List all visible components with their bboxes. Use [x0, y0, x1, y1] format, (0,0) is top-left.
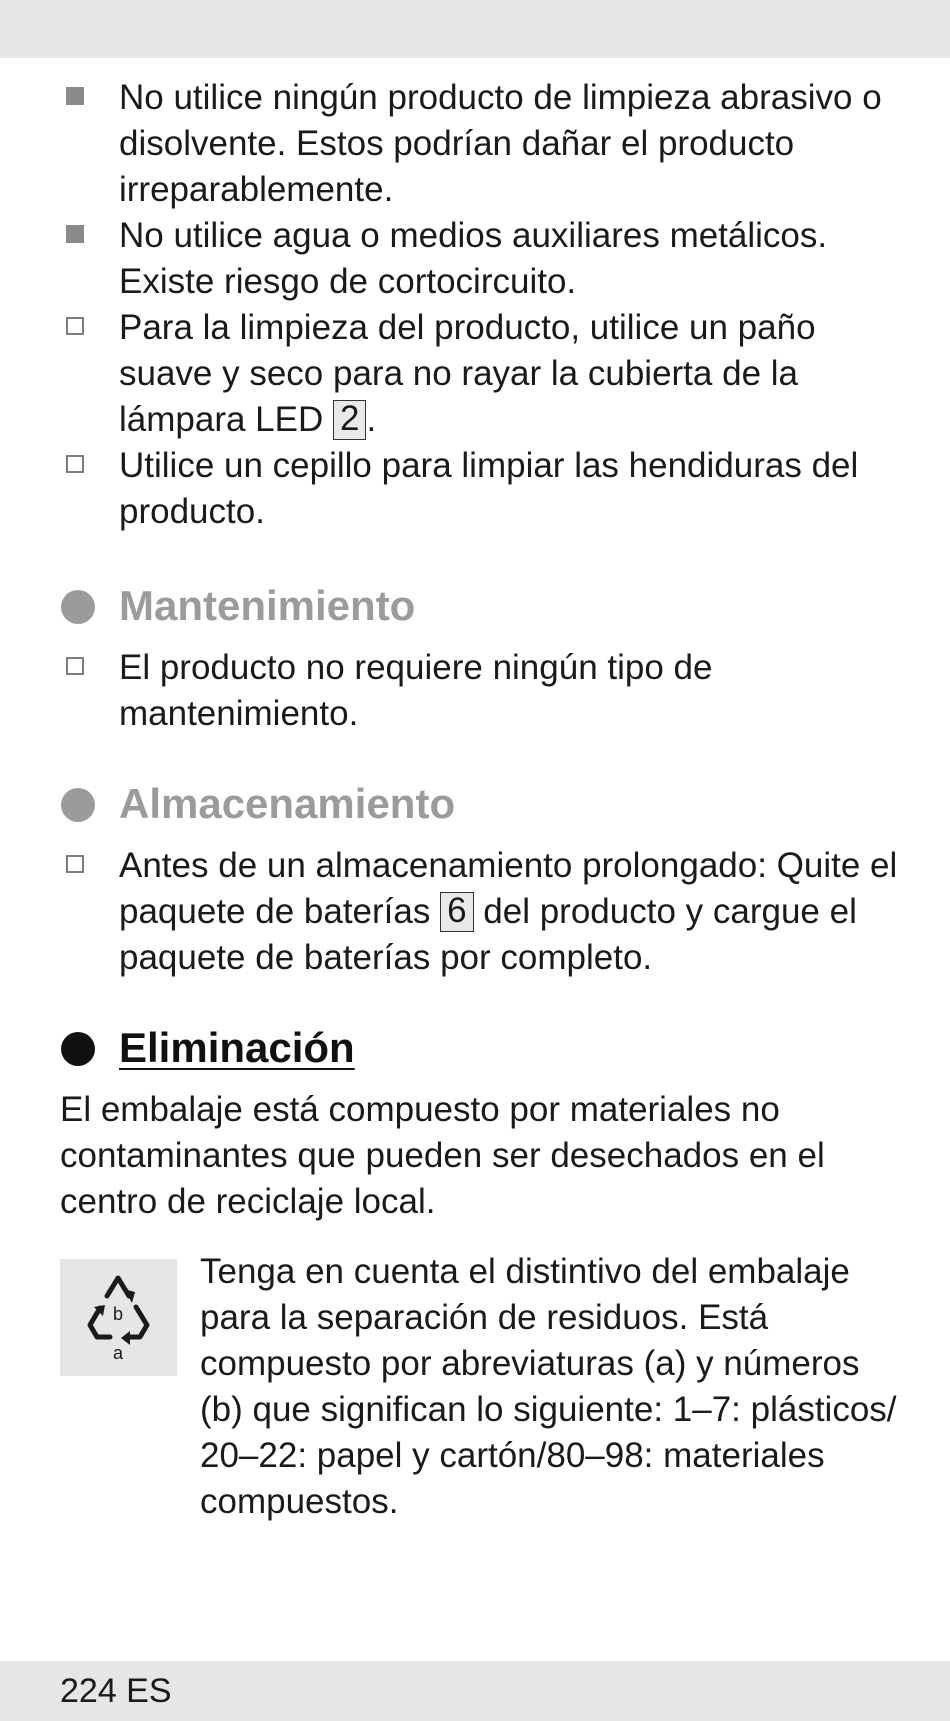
checkbox-bullet-icon	[66, 855, 84, 873]
page-content	[0, 75, 950, 1525]
item-text-end: del producto y cargue el paquete de baterías por completo.	[119, 892, 857, 977]
section-heading-maintenance: Mantenimiento	[0, 579, 950, 633]
recycle-number-label: b	[112, 1304, 124, 1324]
part-reference-box: 2	[333, 400, 366, 440]
checkbox-bullet-icon	[66, 657, 84, 675]
recycle-letter-label: a	[112, 1343, 124, 1363]
item-text-end: .	[366, 400, 377, 439]
list-item	[0, 645, 950, 737]
recycling-triangle-icon	[60, 1259, 177, 1376]
circle-bullet-icon	[61, 1032, 95, 1066]
square-bullet-icon	[66, 225, 84, 243]
circle-bullet-icon	[61, 788, 95, 822]
item-text: No utilice agua o medios auxiliares metálicos. Existe riesgo de cortocircuito.	[119, 216, 828, 301]
item-text: Para la limpieza del producto, utilice un paño suave y seco para no rayar la cubierta de la lámpara LED	[119, 308, 816, 439]
page-number: 224 ES	[60, 1672, 172, 1710]
section-heading-disposal: Eliminación	[0, 1021, 950, 1075]
list-item	[0, 305, 950, 443]
section-heading-storage: Almacenamiento	[0, 777, 950, 831]
item-text: Utilice un cepillo para limpiar las hendiduras del producto.	[119, 446, 859, 531]
list-item	[0, 213, 950, 305]
item-text: No utilice ningún producto de limpieza abrasivo o disolvente. Estos podrían dañar el producto irreparablemente.	[119, 78, 882, 209]
disposal-paragraph: El embalaje está compuesto por materiales no contaminantes que pueden ser desechados en el centro de reciclaje local.	[60, 1090, 825, 1221]
checkbox-bullet-icon	[66, 455, 84, 473]
header-band	[0, 0, 950, 58]
square-bullet-icon	[66, 87, 84, 105]
recycling-description: Tenga en cuenta el distintivo del embalaje para la separación de residuos. Está compuesto por abreviaturas (a) y números (b) que significan lo siguiente: 1–7: plásticos/ 20–22: papel y cartón/80–98: materiales compuestos.	[200, 1252, 897, 1521]
circle-bullet-icon	[61, 590, 95, 624]
recycling-info	[0, 1249, 950, 1525]
item-text: Antes de un almacenamiento prolongado: Quite el paquete de baterías	[119, 846, 898, 931]
list-item	[0, 843, 950, 981]
item-text: El producto no requiere ningún tipo de mantenimiento.	[119, 648, 713, 733]
checkbox-bullet-icon	[66, 317, 84, 335]
list-item	[0, 75, 950, 213]
part-reference-box: 6	[440, 892, 473, 932]
list-item	[0, 443, 950, 535]
